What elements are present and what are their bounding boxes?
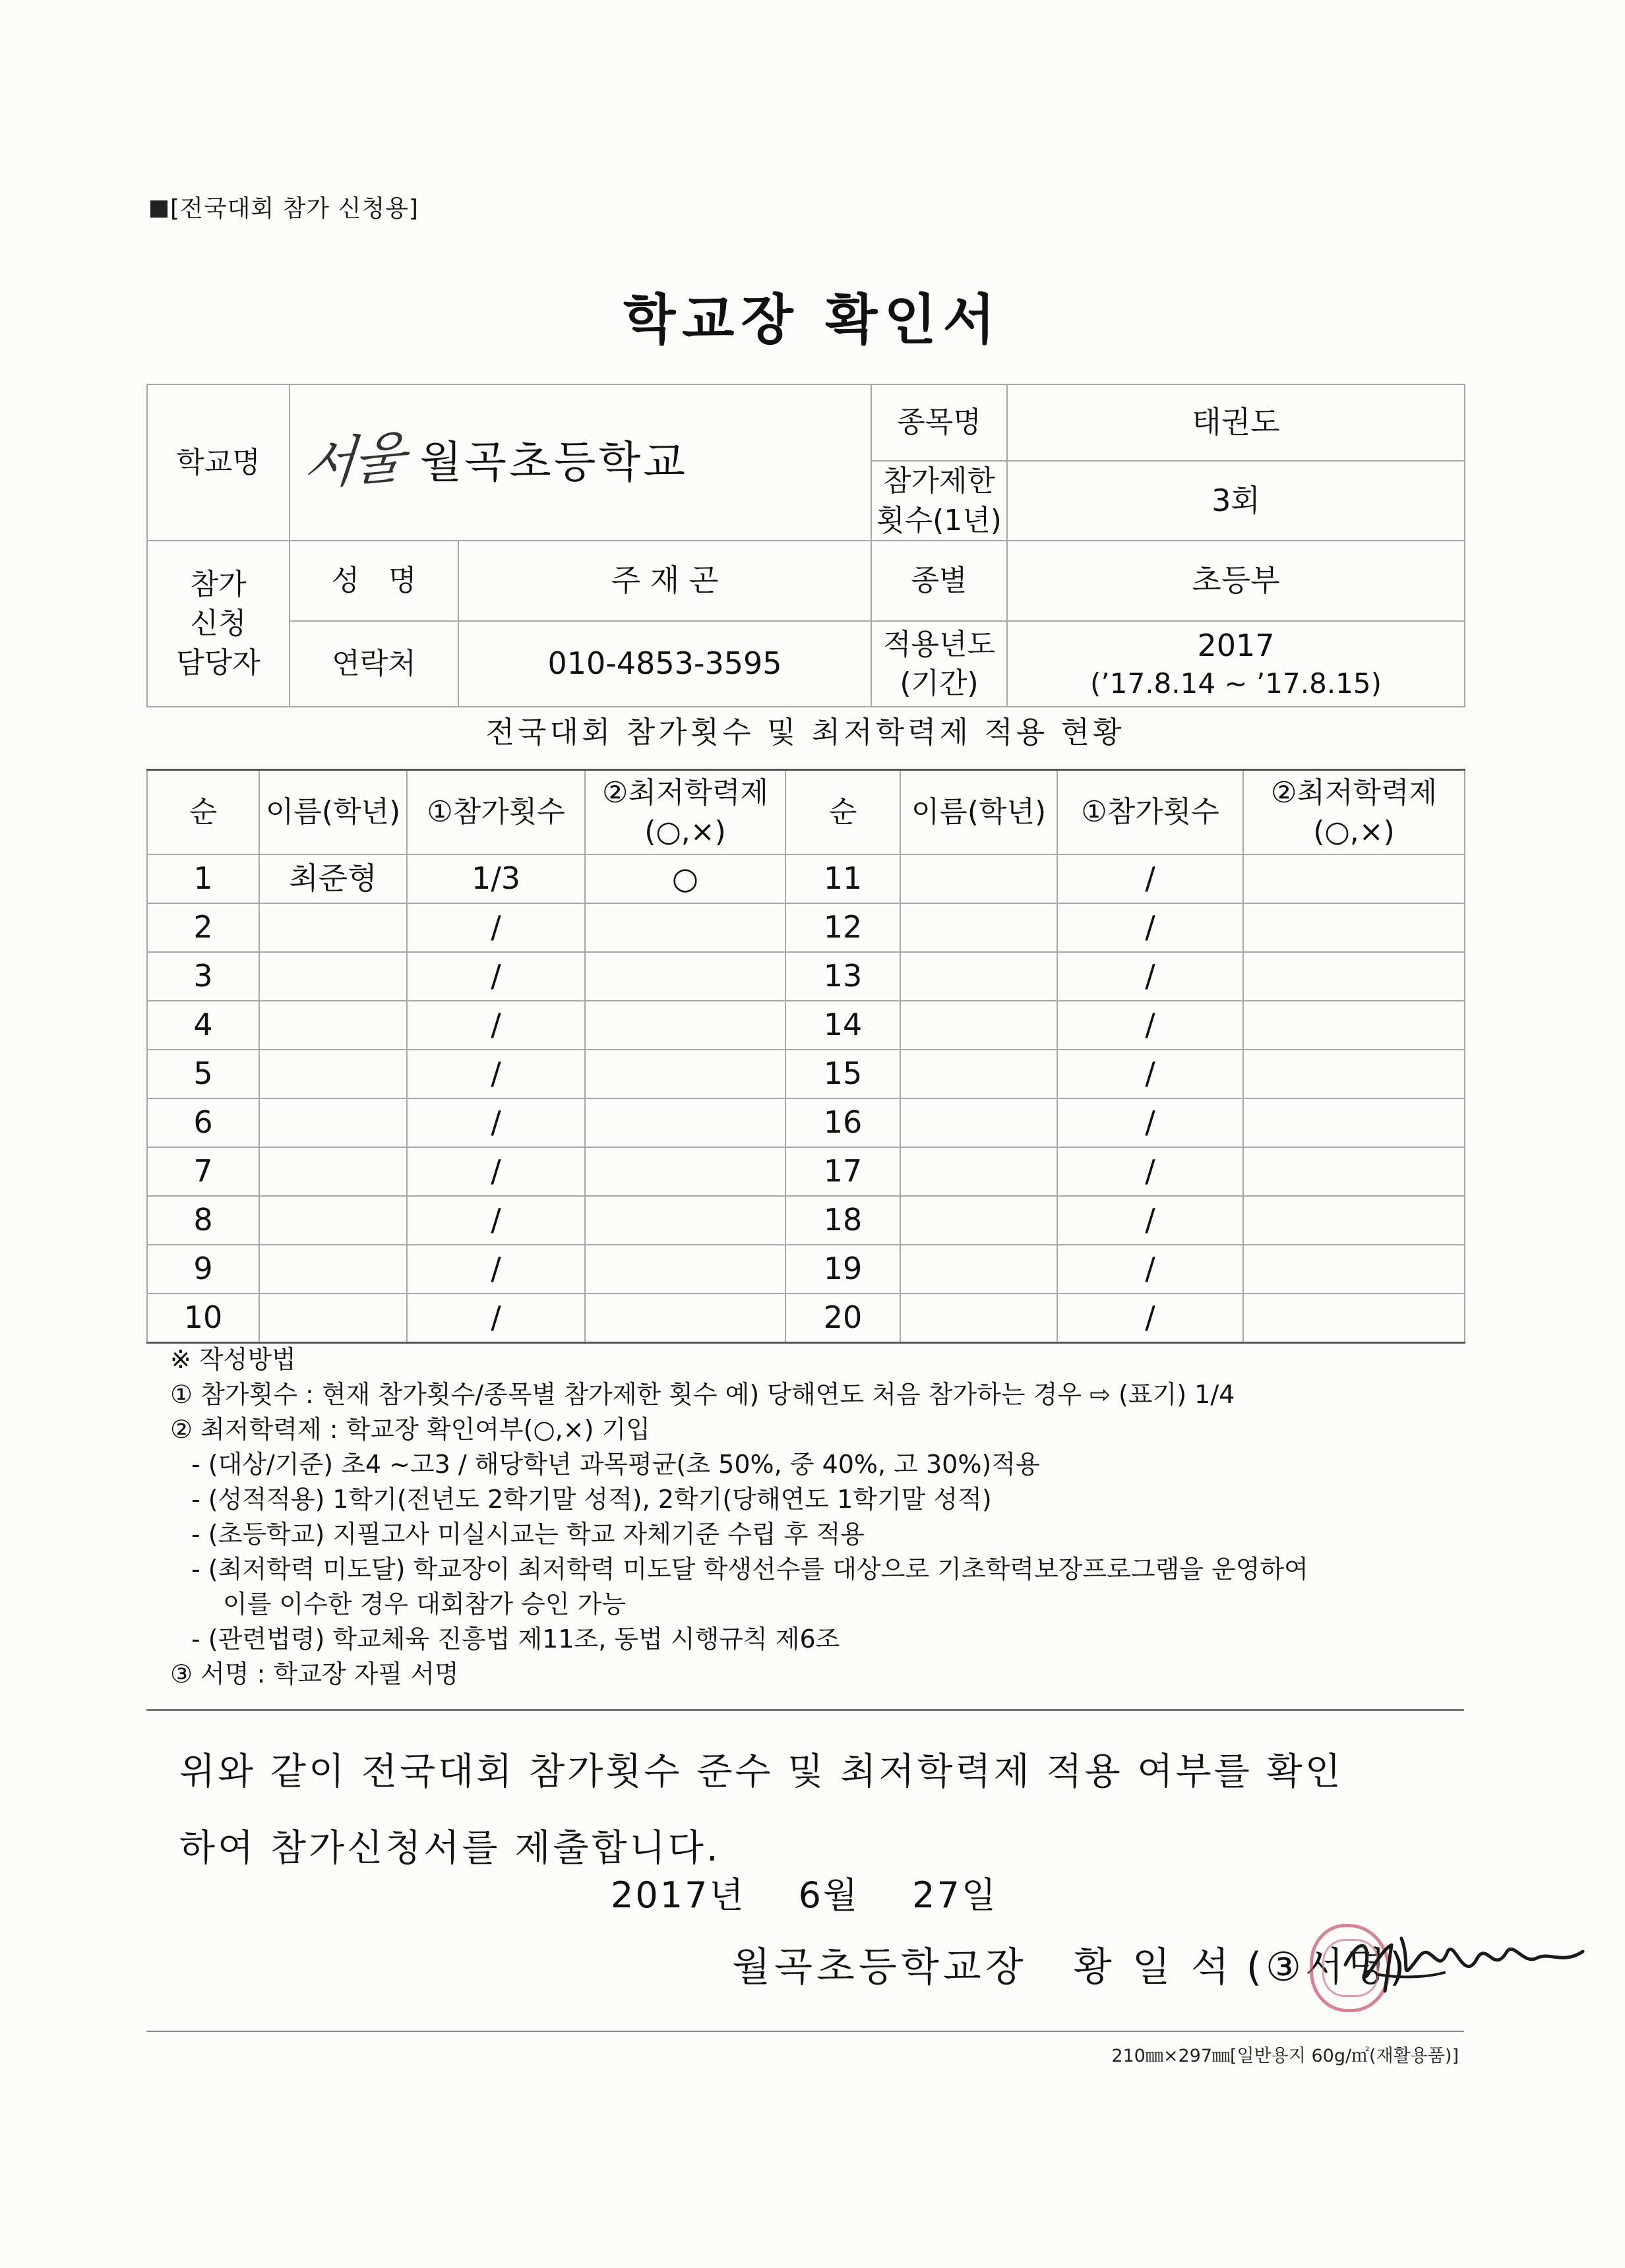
table-row bbox=[147, 854, 1465, 903]
row-edu bbox=[585, 952, 785, 1001]
row-edu bbox=[1243, 1098, 1465, 1147]
signer-name: 황 일 석 bbox=[1073, 1944, 1233, 1990]
limit-label: 참가제한 횟수(1년) bbox=[871, 461, 1007, 541]
method-sub-4: - (최저학력 미도달) 학교장이 최저학력 미도달 학생선수를 대상으로 기초학력보장프로그램을 운영하여 bbox=[191, 1555, 1308, 1584]
row-name: 최준형 bbox=[259, 854, 407, 903]
name-label: 성 명 bbox=[290, 541, 458, 621]
table-row bbox=[147, 1294, 1465, 1343]
row-no: 7 bbox=[147, 1147, 259, 1196]
row-name bbox=[259, 1001, 407, 1050]
row-no: 13 bbox=[785, 952, 900, 1001]
row-edu bbox=[1243, 1050, 1465, 1098]
row-name bbox=[900, 1050, 1057, 1098]
row-no: 14 bbox=[785, 1001, 900, 1050]
col-no: 순 bbox=[147, 770, 259, 855]
sport-label: 종목명 bbox=[871, 384, 1007, 461]
school-name: 월곡초등학교 bbox=[419, 436, 688, 488]
row-no: 10 bbox=[147, 1294, 259, 1343]
signing-date: 2017년 6월 27일 bbox=[611, 1874, 998, 1916]
row-no: 18 bbox=[785, 1196, 900, 1245]
black-square-icon bbox=[150, 200, 168, 218]
row-count: / bbox=[407, 1245, 585, 1294]
divider bbox=[146, 1709, 1464, 1711]
row-edu bbox=[1243, 903, 1465, 952]
contact-label: 연락처 bbox=[290, 621, 458, 707]
year-value: 2017 (’17.8.14 ~ ’17.8.15) bbox=[1007, 621, 1465, 707]
row-count: / bbox=[1057, 854, 1243, 903]
paper-spec-footer: 210㎜×297㎜[일반용지 60g/㎡(재활용품)] bbox=[1111, 2046, 1459, 2066]
row-no: 4 bbox=[147, 1001, 259, 1050]
row-count: / bbox=[407, 1147, 585, 1196]
table-row bbox=[147, 1245, 1465, 1294]
row-count: / bbox=[407, 1001, 585, 1050]
document-title: 학교장 확인서 bbox=[623, 289, 1002, 351]
row-name bbox=[900, 1001, 1057, 1050]
row-edu bbox=[1243, 952, 1465, 1001]
row-edu bbox=[1243, 1196, 1465, 1245]
handwritten-signature bbox=[1339, 1912, 1589, 2017]
signer-line bbox=[732, 1936, 1409, 1992]
row-no: 8 bbox=[147, 1196, 259, 1245]
col-count: ①참가횟수 bbox=[407, 770, 585, 855]
row-count: / bbox=[1057, 1196, 1243, 1245]
row-name bbox=[900, 903, 1057, 952]
row-count: / bbox=[407, 952, 585, 1001]
row-count: / bbox=[1057, 1294, 1243, 1343]
row-name bbox=[259, 1245, 407, 1294]
row-edu bbox=[585, 1098, 785, 1147]
row-count: / bbox=[1057, 1098, 1243, 1147]
row-count: / bbox=[1057, 903, 1243, 952]
row-edu bbox=[585, 1001, 785, 1050]
row-name bbox=[900, 854, 1057, 903]
col-name: 이름(학년) bbox=[900, 770, 1057, 855]
col-name: 이름(학년) bbox=[259, 770, 407, 855]
contact-value: 010-4853-3595 bbox=[458, 621, 871, 707]
declaration: 위와 같이 전국대회 참가횟수 준수 및 최저학력제 적용 여부를 확인 하여 참가신청서를 제출합니다. bbox=[179, 1750, 1343, 1870]
table-row bbox=[147, 952, 1465, 1001]
row-name bbox=[900, 1147, 1057, 1196]
row-count: / bbox=[407, 1294, 585, 1343]
row-edu bbox=[585, 1196, 785, 1245]
method-sub-1: - (대상/기준) 초4 ~고3 / 해당학년 과목평균(초 50%, 중 40%, 고 30%)적용 bbox=[191, 1450, 1040, 1479]
row-no: 17 bbox=[785, 1147, 900, 1196]
row-no: 5 bbox=[147, 1050, 259, 1098]
sport-value: 태권도 bbox=[1007, 384, 1465, 461]
form-usage-label: [전국대회 참가 신청용] bbox=[150, 190, 419, 224]
row-name bbox=[900, 1245, 1057, 1294]
applicant-label: 참가 신청 담당자 bbox=[147, 541, 290, 707]
col-no: 순 bbox=[785, 770, 900, 855]
row-edu bbox=[1243, 854, 1465, 903]
row-count: / bbox=[1057, 1147, 1243, 1196]
row-edu: ○ bbox=[585, 854, 785, 903]
row-name bbox=[900, 1196, 1057, 1245]
writing-method bbox=[170, 1342, 1463, 1692]
row-edu bbox=[585, 1147, 785, 1196]
method-item-2: ② 최저학력제 : 학교장 확인여부(○,×) 기입 bbox=[170, 1415, 650, 1444]
col-edu: ②최저학력제 (○,×) bbox=[1243, 770, 1465, 855]
signer-title: 월곡초등학교장 bbox=[732, 1944, 1027, 1990]
method-sub-2: - (성적적용) 1학기(전년도 2학기말 성적), 2학기(당해연도 1학기말 성적) bbox=[191, 1485, 992, 1514]
year-label: 적용년도 (기간) bbox=[871, 621, 1007, 707]
method-sub-5: - (관련법령) 학교체육 진흥법 제11조, 동법 시행규칙 제6조 bbox=[191, 1625, 840, 1654]
method-item-1: ① 참가횟수 : 현재 참가횟수/종목별 참가제한 횟수 예) 당해연도 처음 참가하는 경우 ⇨ (표기) 1/4 bbox=[170, 1380, 1235, 1409]
table-row bbox=[147, 1196, 1465, 1245]
row-name bbox=[259, 1147, 407, 1196]
row-name bbox=[259, 952, 407, 1001]
row-edu bbox=[585, 1050, 785, 1098]
row-count: / bbox=[1057, 1245, 1243, 1294]
row-count: / bbox=[407, 903, 585, 952]
row-count: 1/3 bbox=[407, 854, 585, 903]
row-count: / bbox=[1057, 952, 1243, 1001]
row-no: 11 bbox=[785, 854, 900, 903]
row-no: 6 bbox=[147, 1098, 259, 1147]
row-count: / bbox=[1057, 1050, 1243, 1098]
table-row bbox=[147, 1098, 1465, 1147]
row-name bbox=[259, 1196, 407, 1245]
status-title: 전국대회 참가횟수 및 최저학력제 적용 현황 bbox=[485, 715, 1125, 750]
row-no: 20 bbox=[785, 1294, 900, 1343]
col-edu: ②최저학력제 (○,×) bbox=[585, 770, 785, 855]
row-no: 12 bbox=[785, 903, 900, 952]
row-edu bbox=[1243, 1294, 1465, 1343]
row-name bbox=[900, 1294, 1057, 1343]
division-label: 종별 bbox=[871, 541, 1007, 621]
method-sub-3: - (초등학교) 지필고사 미실시교는 학교 자체기준 수립 후 적용 bbox=[191, 1520, 865, 1549]
method-item-3: ③ 서명 : 학교장 자필 서명 bbox=[170, 1659, 459, 1688]
row-name bbox=[259, 903, 407, 952]
row-edu bbox=[585, 903, 785, 952]
name-value: 주 재 곤 bbox=[458, 541, 871, 621]
row-edu bbox=[585, 1294, 785, 1343]
footer-divider bbox=[146, 2031, 1464, 2032]
row-no: 2 bbox=[147, 903, 259, 952]
col-count: ①참가횟수 bbox=[1057, 770, 1243, 855]
row-no: 16 bbox=[785, 1098, 900, 1147]
row-name bbox=[900, 1098, 1057, 1147]
row-name bbox=[259, 1294, 407, 1343]
row-name bbox=[900, 952, 1057, 1001]
row-count: / bbox=[407, 1098, 585, 1147]
method-sub-4-cont: 이를 이수한 경우 대회참가 승인 가능 bbox=[223, 1590, 627, 1619]
limit-value: 3회 bbox=[1007, 461, 1465, 541]
table-row bbox=[147, 1147, 1465, 1196]
status-table bbox=[146, 769, 1465, 1344]
school-cell bbox=[290, 384, 871, 541]
division-value: 초등부 bbox=[1007, 541, 1465, 621]
row-no: 9 bbox=[147, 1245, 259, 1294]
school-region-handwritten: 서울 bbox=[301, 426, 406, 498]
row-edu bbox=[1243, 1001, 1465, 1050]
method-heading: ※ 작성방법 bbox=[170, 1345, 296, 1374]
row-no: 3 bbox=[147, 952, 259, 1001]
row-count: / bbox=[407, 1196, 585, 1245]
row-no: 15 bbox=[785, 1050, 900, 1098]
row-name bbox=[259, 1098, 407, 1147]
row-count: / bbox=[407, 1050, 585, 1098]
sign-note: (③서명) bbox=[1246, 1944, 1409, 1990]
row-count: / bbox=[1057, 1001, 1243, 1050]
table-row bbox=[147, 1050, 1465, 1098]
row-name bbox=[259, 1050, 407, 1098]
school-label: 학교명 bbox=[147, 384, 290, 541]
row-edu bbox=[1243, 1147, 1465, 1196]
table-row bbox=[147, 1001, 1465, 1050]
row-no: 19 bbox=[785, 1245, 900, 1294]
row-edu bbox=[585, 1245, 785, 1294]
table-row bbox=[147, 903, 1465, 952]
row-no: 1 bbox=[147, 854, 259, 903]
row-edu bbox=[1243, 1245, 1465, 1294]
info-table bbox=[146, 384, 1465, 707]
